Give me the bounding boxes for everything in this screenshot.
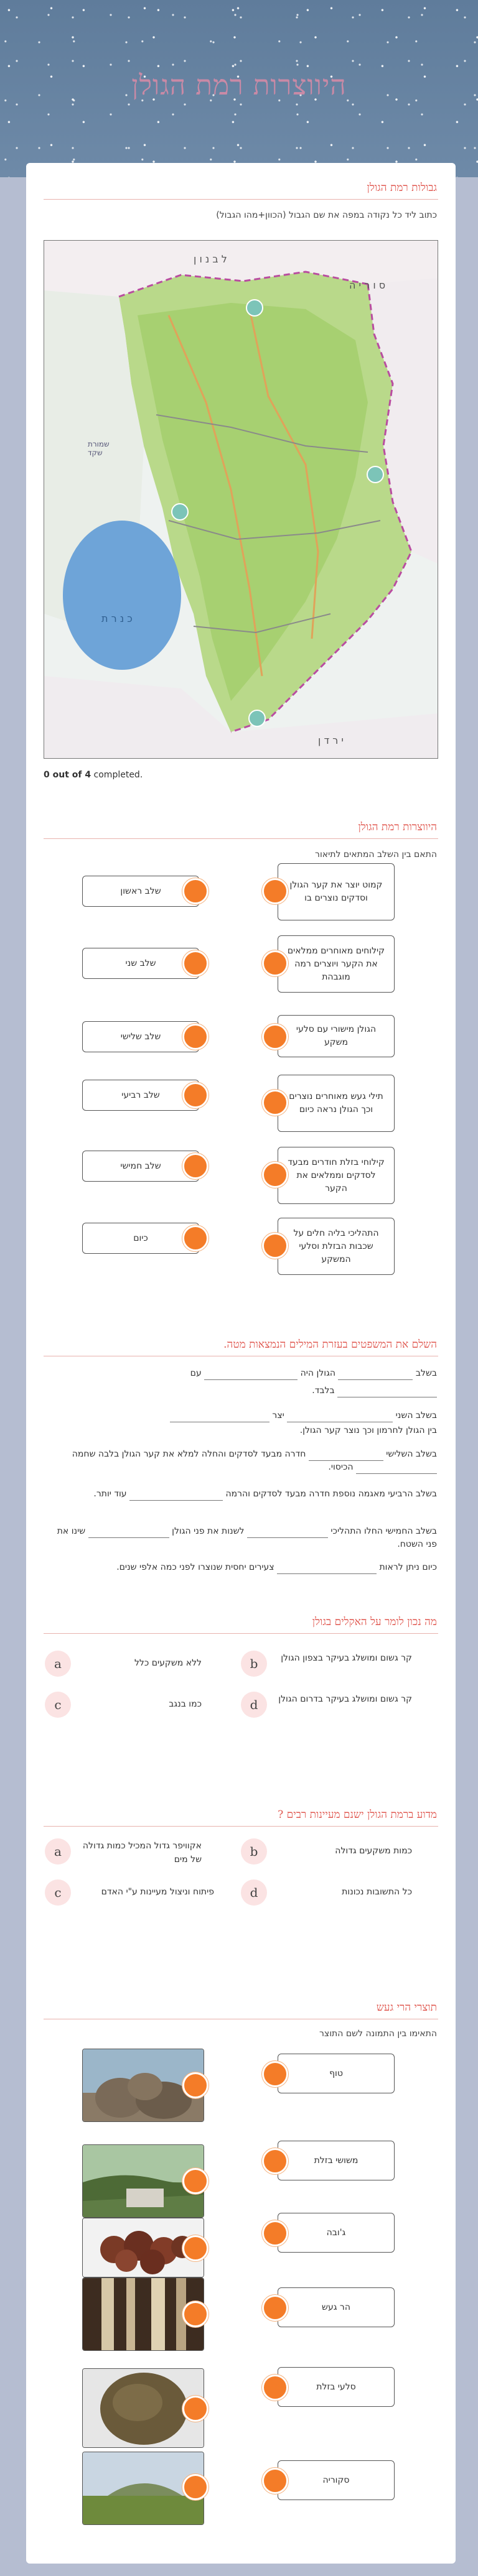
map-label-syria: ס ו ר י ה: [349, 279, 386, 291]
match-dot[interactable]: [182, 2168, 209, 2194]
map-label-kinneret: כ נ ר ת: [101, 613, 133, 624]
match-dot[interactable]: [182, 2072, 209, 2098]
match-dot[interactable]: [182, 950, 209, 976]
blank-input[interactable]: [337, 1389, 437, 1397]
map-instruction: כתוב ליד כל נקודה במפה את שם הגבול (הכוון+מהו הגבול): [216, 210, 437, 220]
match-dot[interactable]: [262, 1233, 288, 1259]
option-c-badge[interactable]: c: [45, 1692, 71, 1718]
fill-sentence-2b: בין הגולן לחרמון וכך נוצר קער הגולן.: [299, 1425, 437, 1435]
option-d-text[interactable]: כל התשובות נכונות: [342, 1887, 412, 1897]
divider: [44, 1633, 438, 1634]
blank-input[interactable]: [338, 1371, 413, 1380]
product-label-2[interactable]: משושי בזלת: [278, 2141, 395, 2180]
option-d-badge[interactable]: d: [241, 1879, 267, 1906]
option-d-text[interactable]: קר גשום ומושלג בעיקר בדרום הגולן: [278, 1694, 412, 1704]
stage-label-2[interactable]: שלב שני: [82, 948, 199, 979]
stage-label-1[interactable]: שלב ראשון: [82, 876, 199, 907]
match-dot[interactable]: [262, 2468, 288, 2494]
match-dot[interactable]: [182, 1024, 209, 1050]
stage-description-5[interactable]: קילוחי בזלת חודרים מבעד לסדקים וממלאים את הקער: [278, 1147, 395, 1204]
match-dot[interactable]: [262, 878, 288, 904]
volcanic-instruction: התאימו בין התמונה לשם התוצר: [319, 2029, 437, 2039]
fill-sentence-1b: בלבד.: [44, 1384, 437, 1397]
blank-input[interactable]: [88, 1529, 169, 1538]
stage-description-3[interactable]: הגולן מישורי עם סלעי משקע: [278, 1015, 395, 1057]
option-a-text[interactable]: אקוויפר גדול המכיל כמות גדולה של מים: [82, 1841, 202, 1865]
blank-input[interactable]: [204, 1371, 298, 1380]
match-dot[interactable]: [182, 2235, 209, 2261]
product-label-4[interactable]: הר געש: [278, 2287, 395, 2327]
map-label-lebanon: ל ב נ ו ן: [194, 253, 227, 265]
product-label-3[interactable]: ג'ובה: [278, 2213, 395, 2253]
map-label-jordan: י ר ד ן: [318, 734, 344, 746]
map-progress-count: 0 out of 4: [44, 770, 91, 780]
match-dot[interactable]: [262, 1162, 288, 1188]
product-label-5[interactable]: סלעי בזלת: [278, 2367, 395, 2407]
fill-sentence-1: בשלב הגולן היה עם: [44, 1367, 437, 1380]
stage-label-4[interactable]: שלב רביעי: [82, 1080, 199, 1111]
match-dot[interactable]: [182, 1153, 209, 1179]
fill-section-title: השלם את המשפטים בעזרת המילים הנמצאות מטה.: [223, 1338, 437, 1351]
option-a-badge[interactable]: a: [45, 1651, 71, 1677]
map-label-shaked: שמורת שקד: [88, 440, 110, 457]
option-a-text[interactable]: ללא משקעים כלל: [134, 1658, 202, 1668]
stage-label-5[interactable]: שלב חמישי: [82, 1151, 199, 1182]
match-dot[interactable]: [262, 1024, 288, 1050]
match-dot[interactable]: [262, 950, 288, 976]
divider: [44, 838, 438, 839]
product-label-1[interactable]: טוף: [278, 2054, 395, 2093]
fill-sentence-4: בשלב הרביעי מאגמה נוספת חדרה מבעד לסדקים והרמה עוד יותר.: [44, 1488, 437, 1501]
blank-input[interactable]: [170, 1414, 269, 1422]
option-b-text[interactable]: כמות משקעים גדולה: [335, 1846, 412, 1856]
blank-input[interactable]: [247, 1529, 328, 1538]
match-dot[interactable]: [182, 2474, 209, 2500]
option-c-text[interactable]: פיתוח וניצול מעיינות ע"י האדם: [101, 1887, 214, 1897]
blank-input[interactable]: [129, 1492, 223, 1501]
golan-map: [44, 240, 438, 759]
fill-sentence-6: כיום ניתן לראות צעירים יחסית שנוצרו לפני כמה אלפי שנים.: [44, 1561, 437, 1574]
match-dot[interactable]: [182, 2396, 209, 2422]
mc2-section-title: מדוע ברמת הגולן ישנם מעיינות רבים ?: [278, 1809, 437, 1821]
map-section-title: גבולות רמת הגולן: [367, 182, 437, 194]
divider: [44, 1826, 438, 1827]
page-title: היווצרות רמת הגולן: [131, 70, 347, 101]
option-b-badge[interactable]: b: [241, 1838, 267, 1865]
match-dot[interactable]: [262, 2374, 288, 2401]
match-dot[interactable]: [182, 878, 209, 904]
map-progress: [44, 770, 143, 780]
match-dot[interactable]: [262, 2220, 288, 2246]
option-a-badge[interactable]: a: [45, 1838, 71, 1865]
blank-input[interactable]: [277, 1565, 377, 1574]
blank-input[interactable]: [356, 1465, 437, 1474]
map-progress-suffix: completed.: [91, 770, 143, 780]
worksheet-card: [26, 163, 456, 2564]
map-image: [44, 241, 438, 759]
stage-description-4[interactable]: תילי געש מאוחרים נוצרים וכך הגולן נראה כיום: [278, 1075, 395, 1132]
match-dot[interactable]: [262, 1090, 288, 1116]
option-d-badge[interactable]: d: [241, 1692, 267, 1718]
match-dot[interactable]: [262, 2148, 288, 2174]
volcanic-section-title: תוצרי הרי געש: [376, 2001, 437, 2014]
stage-description-1[interactable]: קמוט יוצר את קער הגולן וסדקים נוצרים בו: [278, 863, 395, 920]
divider: [44, 199, 438, 200]
stage-description-6[interactable]: התהליכי בליה חלים על שכבות הבזלת וסלעי המשקע: [278, 1218, 395, 1275]
stage-description-2[interactable]: קילוחים מאוחרים ממלאים את הקער ויוצרים רמה מוגבהת: [278, 935, 395, 993]
mc1-section-title: מה נכון לומר על האקלים בגולן: [312, 1616, 437, 1628]
match-dot[interactable]: [262, 2061, 288, 2087]
fill-sentence-5: בשלב החמישי החלו התהליכי לשנות את פני הגולן שינו את פני השטח.: [57, 1526, 437, 1549]
match-dot[interactable]: [182, 1082, 209, 1108]
header-banner: [0, 0, 478, 177]
blank-input[interactable]: [309, 1452, 383, 1461]
option-c-text[interactable]: כמו בנגב: [169, 1699, 202, 1709]
stage-label-6[interactable]: כיום: [82, 1223, 199, 1254]
stage-label-3[interactable]: שלב שלישי: [82, 1021, 199, 1052]
stages-instruction: התאם בין השלב המתאים לתיאור: [315, 850, 437, 859]
match-dot[interactable]: [262, 2295, 288, 2321]
match-dot[interactable]: [182, 1225, 209, 1251]
option-b-badge[interactable]: b: [241, 1651, 267, 1677]
fill-sentence-2: בשלב השני יצר: [44, 1409, 437, 1422]
option-c-badge[interactable]: c: [45, 1879, 71, 1906]
stages-section-title: היווצרות רמת הגולן: [358, 821, 437, 833]
product-label-6[interactable]: סקוריה: [278, 2460, 395, 2500]
blank-input[interactable]: [287, 1414, 393, 1422]
match-dot[interactable]: [182, 2301, 209, 2327]
fill-sentence-3: בשלב השלישי חדרה מבעד לסדקים והחלה למלא את קער הגולן בלבה שחמה הכיסוי.: [44, 1448, 437, 1474]
option-b-text[interactable]: קר גשום ומושלג בעיקר בצפון הגולן: [281, 1653, 412, 1663]
